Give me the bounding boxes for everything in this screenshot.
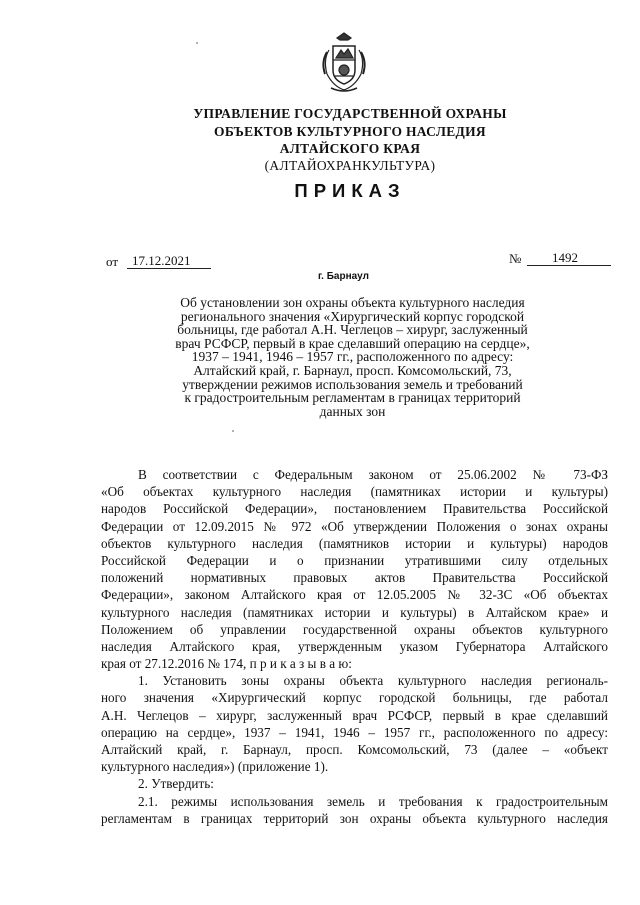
organization-name-line-2: ОБЪЕКТОВ КУЛЬТУРНОГО НАСЛЕДИЯ bbox=[214, 124, 486, 139]
body-line: Федерации», законом Алтайского края от 12.05.2005 № 32-ЗС «Об объектах bbox=[101, 587, 608, 603]
scan-speck bbox=[232, 430, 234, 432]
coat-of-arms-emblem bbox=[319, 30, 369, 94]
body-line: наследия Алтайского края, утвержденным указом Губернатора Алтайского bbox=[101, 638, 608, 654]
body-line: Положением об управлении государственной охраны объектов культурного bbox=[101, 621, 608, 637]
body-line: Российской Федерации и о признании утратившими силу отдельных bbox=[101, 552, 608, 568]
subject-line: Об установлении зон охраны объекта культурного наследия bbox=[180, 295, 525, 310]
body-line: В соответствии с Федеральным законом от 25.06.2002 № 73-ФЗ bbox=[138, 467, 608, 482]
body-line: объектов культурного наследия (памятников истории и культуры) народов bbox=[101, 535, 608, 551]
body-line: положений нормативных правовых актов Правительства Российской bbox=[101, 570, 608, 586]
document-date: 17.12.2021 bbox=[132, 253, 191, 268]
date-underline bbox=[127, 268, 211, 269]
subject-line: к градостроительным регламентам в границах территорий bbox=[184, 390, 521, 406]
body-line: операцию на сердце», 1937 – 1941, 1946 – 1957 гг., расположенного по адресу: bbox=[101, 724, 608, 740]
body-line: ного значения «Хирургический корпус городской больницы, где работал bbox=[101, 690, 608, 706]
organization-name-line-3: АЛТАЙСКОГО КРАЯ bbox=[279, 141, 421, 156]
number-underline bbox=[527, 265, 611, 266]
date-prefix: от bbox=[106, 254, 119, 269]
subject-line: 1937 – 1941, 1946 – 1957 гг., расположенного по адресу: bbox=[191, 349, 514, 365]
body-line: Федерации от 12.09.2015 № 972 «Об утверждении Положения о зонах охраны bbox=[101, 518, 608, 534]
body-line: народов Российской Федерации», постановлением Правительства Российской bbox=[101, 501, 608, 517]
subject-line: утверждении режимов использования земель и требований bbox=[182, 376, 523, 392]
body-line: культурного наследия») (приложение 1). bbox=[101, 759, 329, 775]
body-line: культурного наследия (памятниках истории и культуры) в Алтайском крае» и bbox=[101, 604, 608, 620]
body-line: края от 27.12.2016 № 174, п р и к а з ы в а ю: bbox=[101, 656, 352, 672]
subject-block bbox=[130, 296, 575, 418]
document-body bbox=[101, 466, 608, 827]
subject-line: больницы, где работал А.Н. Чеглецов – хирург, заслуженный bbox=[177, 322, 528, 338]
subject-line: данных зон bbox=[319, 403, 386, 419]
body-line: Алтайский край, г. Барнаул, просп. Комсомольский, 73 (далее – «объект bbox=[101, 742, 608, 757]
subject-line: врач РСФСР, первый в крае сделавший операцию на сердце», bbox=[175, 335, 530, 351]
subject-line: регионального значения «Хирургический корпус городской bbox=[180, 308, 525, 324]
body-line: А.Н. Чеглецов – хирург, заслуженный врач РСФСР, первый в крае сделавший bbox=[101, 707, 608, 723]
body-line: регламентам в границах территорий зон охраны объекта культурного наследия bbox=[101, 810, 608, 826]
body-line: «Об объектах культурного наследия (памятниках истории и культуры) bbox=[101, 484, 608, 500]
scan-speck bbox=[196, 42, 198, 44]
body-line: 2. Утвердить: bbox=[138, 776, 214, 792]
body-line: 1. Установить зоны охраны объекта культурного наследия региональ- bbox=[138, 673, 608, 689]
organization-abbreviation: (АЛТАЙОХРАНКУЛЬТУРА) bbox=[264, 158, 436, 173]
body-line: 2.1. режимы использования земель и требования к градостроительным bbox=[138, 793, 608, 809]
subject-line: Алтайский край, г. Барнаул, просп. Комсомольский, 73, bbox=[193, 362, 512, 378]
document-number: 1492 bbox=[552, 250, 578, 265]
organization-name-line-1: УПРАВЛЕНИЕ ГОСУДАРСТВЕННОЙ ОХРАНЫ bbox=[193, 106, 507, 121]
number-prefix: № bbox=[509, 251, 522, 266]
city-name: г. Барнаул bbox=[318, 271, 369, 282]
document-type-title: ПРИКАЗ bbox=[294, 180, 406, 201]
